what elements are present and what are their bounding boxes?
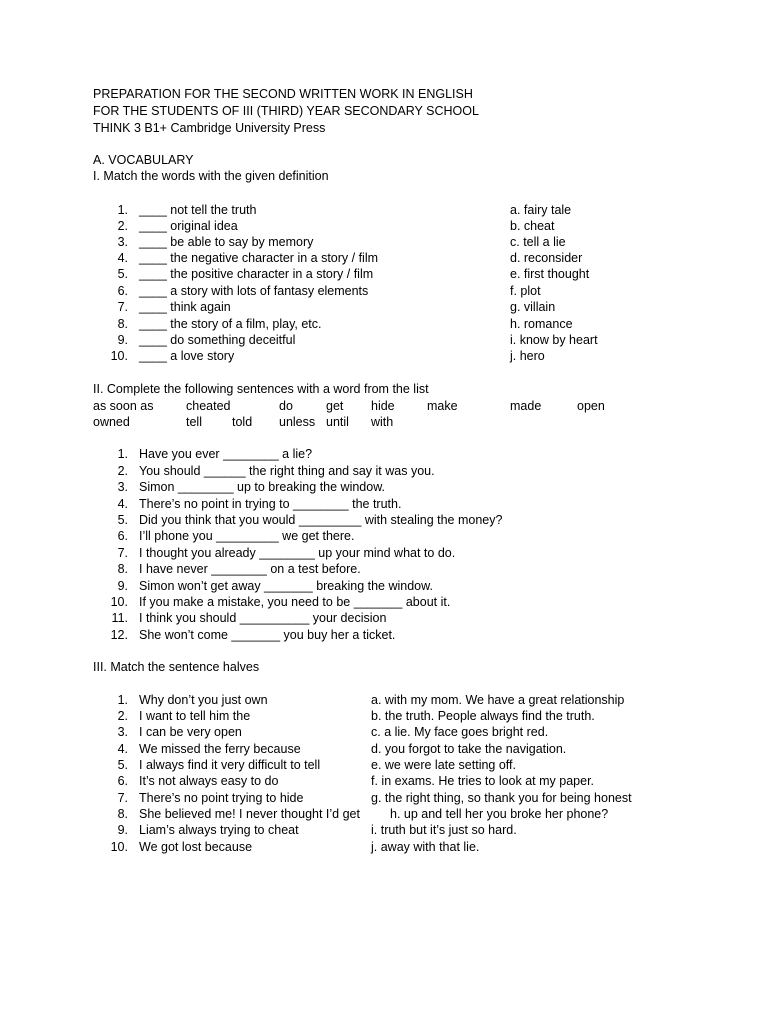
ex3-item-number: 9. bbox=[117, 823, 128, 837]
doc-title-line-3: THINK 3 B1+ Cambridge University Press bbox=[93, 121, 326, 135]
ex3-first-half: I want to tell him the bbox=[139, 709, 251, 723]
ex1-item-text: ____ a story with lots of fantasy elements bbox=[139, 284, 369, 298]
ex2-sentence: You should ______ the right thing and say it was you. bbox=[139, 464, 435, 478]
ex2-item-number: 8. bbox=[117, 562, 128, 576]
ex2-item-number: 5. bbox=[117, 513, 128, 527]
ex2-item-number: 9. bbox=[117, 579, 128, 593]
word-bank-item: with bbox=[371, 415, 394, 429]
ex1-option: b. cheat bbox=[510, 219, 555, 233]
word-bank-item: made bbox=[510, 399, 542, 413]
exercise-1-title: I. Match the words with the given definition bbox=[93, 169, 329, 183]
ex3-second-half: i. truth but it’s just so hard. bbox=[371, 823, 517, 837]
ex1-option: d. reconsider bbox=[510, 251, 583, 265]
ex1-item-number: 4. bbox=[117, 251, 128, 265]
word-bank-item: cheated bbox=[186, 399, 231, 413]
ex2-item-number: 4. bbox=[117, 497, 128, 511]
ex1-option: g. villain bbox=[510, 300, 556, 314]
ex3-first-half: I can be very open bbox=[139, 725, 242, 739]
ex3-item-number: 1. bbox=[117, 693, 128, 707]
ex1-option: j. hero bbox=[510, 349, 545, 363]
ex1-item-number: 2. bbox=[117, 219, 128, 233]
word-bank-item: as soon as bbox=[93, 399, 154, 413]
ex1-item-number: 3. bbox=[117, 235, 128, 249]
word-bank-item: owned bbox=[93, 415, 130, 429]
ex2-sentence: I have never ________ on a test before. bbox=[139, 562, 361, 576]
exercise-3-title: III. Match the sentence halves bbox=[93, 660, 260, 674]
ex3-second-half: a. with my mom. We have a great relationship bbox=[371, 693, 625, 707]
ex2-sentence: Simon won’t get away _______ breaking the window. bbox=[139, 579, 433, 593]
ex1-option: c. tell a lie bbox=[510, 235, 566, 249]
ex3-first-half: We missed the ferry because bbox=[139, 742, 301, 756]
ex2-item-number: 11. bbox=[111, 611, 128, 625]
word-bank-item: open bbox=[577, 399, 605, 413]
doc-title-line-2: FOR THE STUDENTS OF III (THIRD) YEAR SECONDARY SCHOOL bbox=[93, 104, 479, 118]
ex2-item-number: 6. bbox=[117, 529, 128, 543]
ex3-second-half: h. up and tell her you broke her phone? bbox=[390, 807, 609, 821]
ex2-sentence: I thought you already ________ up your mind what to do. bbox=[139, 546, 456, 560]
ex3-item-number: 7. bbox=[117, 791, 128, 805]
ex2-item-number: 2. bbox=[117, 464, 128, 478]
word-bank-item: unless bbox=[279, 415, 316, 429]
ex3-item-number: 10. bbox=[110, 840, 128, 854]
doc-title-line-1: PREPARATION FOR THE SECOND WRITTEN WORK IN ENGLISH bbox=[93, 87, 473, 101]
ex3-first-half: There’s no point trying to hide bbox=[139, 791, 304, 805]
ex1-option: i. know by heart bbox=[510, 333, 598, 347]
exercise-2-title: II. Complete the following sentences with a word from the list bbox=[93, 382, 429, 396]
ex2-sentence: If you make a mistake, you need to be _______ about it. bbox=[139, 595, 451, 609]
ex1-item-text: ____ the positive character in a story / film bbox=[139, 267, 374, 281]
ex3-first-half: We got lost because bbox=[139, 840, 253, 854]
ex3-first-half: Why don’t you just own bbox=[139, 693, 268, 707]
ex1-item-number: 8. bbox=[117, 317, 128, 331]
ex1-item-number: 7. bbox=[117, 300, 128, 314]
ex3-item-number: 5. bbox=[117, 758, 128, 772]
ex3-item-number: 3. bbox=[117, 725, 128, 739]
ex2-sentence: There’s no point in trying to ________ the truth. bbox=[139, 497, 402, 511]
word-bank-item: hide bbox=[371, 399, 395, 413]
ex2-sentence: I’ll phone you _________ we get there. bbox=[139, 529, 355, 543]
ex1-item-text: ____ do something deceitful bbox=[139, 333, 296, 347]
ex3-second-half: e. we were late setting off. bbox=[371, 758, 516, 772]
word-bank-item: get bbox=[326, 399, 344, 413]
ex3-first-half: Liam’s always trying to cheat bbox=[139, 823, 299, 837]
word-bank-item: told bbox=[232, 415, 253, 429]
ex1-item-text: ____ the negative character in a story / film bbox=[139, 251, 379, 265]
word-bank-item: until bbox=[326, 415, 349, 429]
ex1-item-number: 9. bbox=[117, 333, 128, 347]
ex3-item-number: 4. bbox=[117, 742, 128, 756]
ex2-sentence: She won’t come _______ you buy her a ticket. bbox=[139, 628, 396, 642]
word-bank-item: do bbox=[279, 399, 293, 413]
ex2-item-number: 12. bbox=[110, 628, 128, 642]
ex3-second-half: d. you forgot to take the navigation. bbox=[371, 742, 567, 756]
ex2-item-number: 3. bbox=[117, 480, 128, 494]
ex1-option: a. fairy tale bbox=[510, 203, 572, 217]
ex1-item-text: ____ not tell the truth bbox=[139, 203, 257, 217]
ex2-item-number: 10. bbox=[110, 595, 128, 609]
ex2-sentence: Simon ________ up to breaking the window. bbox=[139, 480, 386, 494]
word-bank-item: make bbox=[427, 399, 458, 413]
ex1-item-text: ____ think again bbox=[139, 300, 231, 314]
ex2-item-number: 1. bbox=[117, 447, 128, 461]
ex3-item-number: 2. bbox=[117, 709, 128, 723]
ex1-item-text: ____ the story of a film, play, etc. bbox=[139, 317, 322, 331]
ex3-second-half: g. the right thing, so thank you for being honest bbox=[371, 791, 632, 805]
ex2-sentence: I think you should __________ your decision bbox=[139, 611, 387, 625]
ex3-second-half: j. away with that lie. bbox=[371, 840, 480, 854]
ex1-item-text: ____ a love story bbox=[139, 349, 235, 363]
ex1-item-text: ____ original idea bbox=[139, 219, 238, 233]
ex1-option: e. first thought bbox=[510, 267, 590, 281]
ex3-first-half: I always find it very difficult to tell bbox=[139, 758, 321, 772]
ex2-sentence: Have you ever ________ a lie? bbox=[139, 447, 313, 461]
ex2-item-number: 7. bbox=[117, 546, 128, 560]
ex1-option: h. romance bbox=[510, 317, 573, 331]
ex3-item-number: 8. bbox=[117, 807, 128, 821]
ex2-sentence: Did you think that you would _________ with stealing the money? bbox=[139, 513, 503, 527]
ex3-item-number: 6. bbox=[117, 774, 128, 788]
ex3-first-half: It’s not always easy to do bbox=[139, 774, 279, 788]
ex1-item-text: ____ be able to say by memory bbox=[139, 235, 314, 249]
word-bank-item: tell bbox=[186, 415, 202, 429]
ex1-item-number: 5. bbox=[117, 267, 128, 281]
ex1-option: f. plot bbox=[510, 284, 541, 298]
ex1-item-number: 6. bbox=[117, 284, 128, 298]
section-a-heading: A. VOCABULARY bbox=[93, 153, 194, 167]
ex3-second-half: f. in exams. He tries to look at my paper. bbox=[371, 774, 595, 788]
ex3-first-half: She believed me! I never thought I’d get bbox=[139, 807, 360, 821]
ex1-item-number: 10. bbox=[110, 349, 128, 363]
ex1-item-number: 1. bbox=[117, 203, 128, 217]
ex3-second-half: b. the truth. People always find the truth. bbox=[371, 709, 595, 723]
ex3-second-half: c. a lie. My face goes bright red. bbox=[371, 725, 549, 739]
